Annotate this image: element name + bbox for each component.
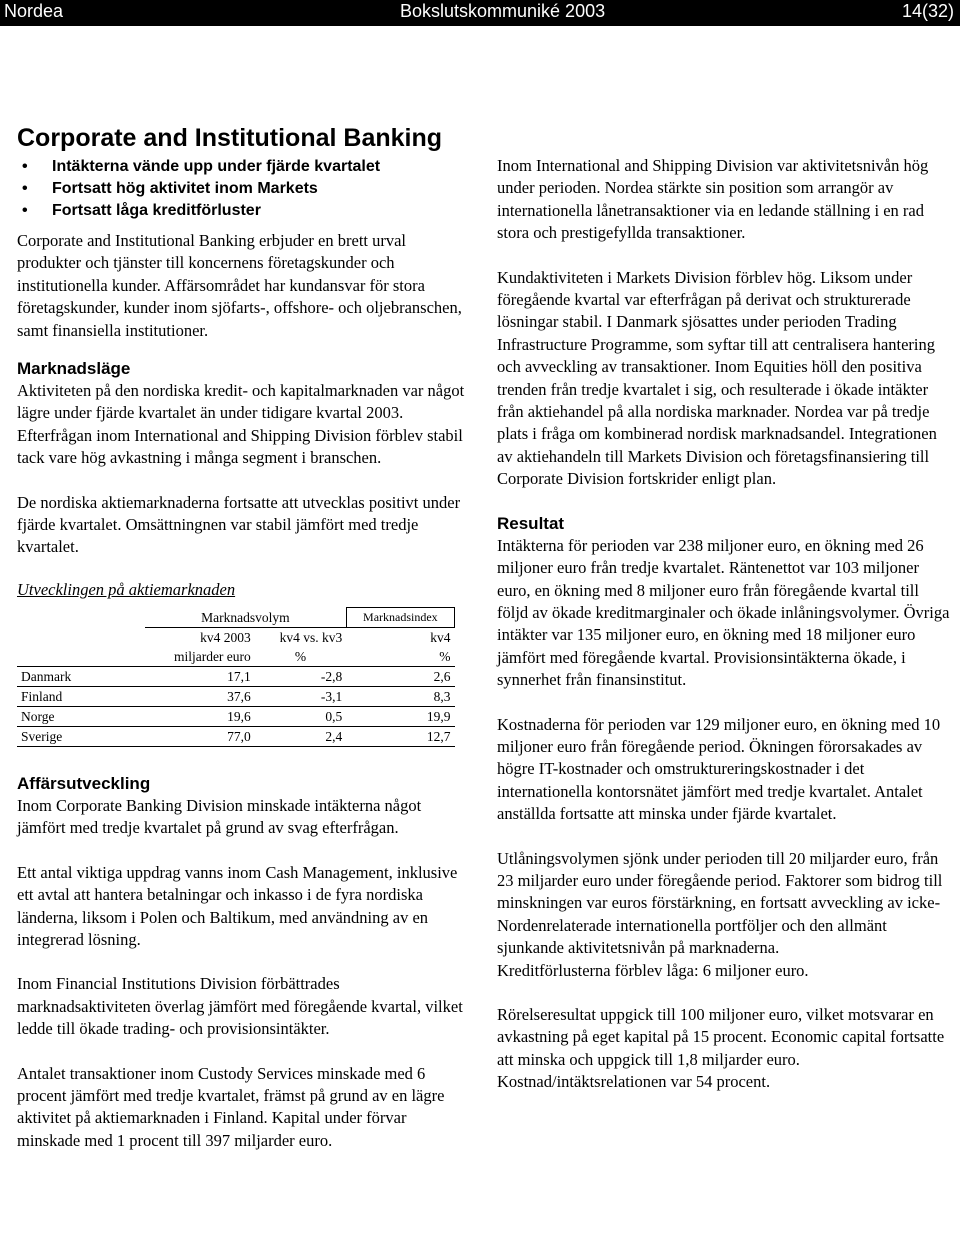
intro-paragraph: Corporate and Institutional Banking erbjuder en brett urval produkter och tjänster till koncernens företagskunder och institutionella kunder. Affärsområdet har kundansvar för stora företagskunder, kunder inom sjöfarts-, offshore- och oljebranschen, samt finansiella institutioner.: [17, 231, 462, 340]
left-column: [17, 123, 472, 1152]
cell-change: 2,4: [255, 726, 346, 746]
cell-volume: 37,6: [145, 686, 255, 706]
cell-volume: 77,0: [145, 726, 255, 746]
section-title: Corporate and Institutional Banking: [17, 124, 443, 152]
cell-index: 2,6: [346, 666, 454, 686]
markets-paragraph: Kundaktiviteten i Markets Division förblev hög. Liksom under föregående kvartal var efterfrågan på derivat och strukturerade lösningar stabil. I Danmark sjösattes under perioden Trading Infrastructure Programme, som syftar till att centralisera hantering och avveckling av transaktioner. Inom Equities höll den positiva trenden från tredje kvartalet i sig, och resulterade i ökade intäkter från aktiehandel på alla nordiska marknader. Nordea var på tredje plats i fråga om kombinerad nordisk marknadsandel. Integrationen av aktiehandeln till Markets Division och företagsfinansiering till Corporate Division fortskrider enligt plan.: [497, 267, 937, 489]
cell-volume: 17,1: [145, 666, 255, 686]
result-paragraph: Kreditförlusterna förblev låga: 6 miljoner euro.: [497, 960, 809, 980]
page-header: [0, 0, 960, 26]
result-paragraph: Intäkterna för perioden var 238 miljoner euro, en ökning med 26 miljoner euro från tredje kvartalet. Räntenettot var 103 miljoner euro, en ökning med 8 miljoner euro från föregående kvartal till följd av ökade kreditmarginaler och ökade inlåningsvolymer. Övriga intäkter var 135 miljoner euro, en ökning med 18 miljoner euro jämfört med föregående kvartal. Provisionsintäkterna ökade, i synnerhet från finansinstitut.: [497, 535, 950, 690]
table-row: [17, 706, 455, 726]
header-col-volume: kv4 2003: [200, 629, 251, 645]
cell-index: 12,7: [346, 726, 454, 746]
business-paragraph: Inom Financial Institutions Division förbättrades marknadsaktiviteten överlag jämfört med föregående kvartal, vilket ledde till ökade trading- och provisionsintäkter.: [17, 974, 463, 1039]
market-heading: Marknadsläge: [17, 359, 131, 379]
business-paragraph: Ett antal viktiga uppdrag vanns inom Cash Management, inklusive ett avtal att hantera betalningar och inkasso i de fyra nordiska länderna, liksom i Polen och Baltikum, med användning av en integrerad lösning.: [17, 862, 458, 949]
header-unit-index: %: [346, 647, 454, 667]
shipping-paragraph: Inom International and Shipping Division var aktivitetsnivån hög under perioden. Nordea stärkte sin position som arrangör av internationella lånetransaktioner via en ledande ställning i en rad stora och prestigefyllda transaktioner.: [497, 156, 929, 243]
cell-country: Finland: [17, 686, 145, 706]
table-header-row: [17, 607, 455, 627]
header-unit-change: %: [255, 647, 346, 667]
header-col-index: kv4: [430, 629, 451, 645]
table-title: Utvecklingen på aktiemarknaden: [17, 579, 236, 599]
result-paragraph: Utlåningsvolymen sjönk under perioden till 20 miljarder euro, från 23 miljarder euro under föregående period. Faktorer som bidrog till minskningen var euros förstärkning, en fortsatt avveckling av icke-Nordenrelaterade internationella portföljer och den allmänt sjunkande aktivitetsnivån på marknaderna.: [497, 848, 943, 958]
cell-change: -2,8: [255, 666, 346, 686]
cell-country: Sverige: [17, 726, 145, 746]
result-paragraph: Kostnaderna för perioden var 129 miljoner euro, en ökning med 10 miljoner euro från föregående period. Ökningen förorsakades av högre IT-kostnader och omstruktureringskostnader i det internationella kontorsnätet jämfört med tredje kvartalet. Antalet anställda fortsatte att minska under fjärde kvartalet.: [497, 714, 941, 824]
right-column: [497, 155, 952, 1094]
cell-change: 0,5: [255, 706, 346, 726]
header-col-change: kv4 vs. kv3: [279, 629, 343, 645]
cell-volume: 19,6: [145, 706, 255, 726]
business-paragraph: Antalet transaktioner inom Custody Services minskade med 6 procent jämfört med tredje kvartalet, främst på grund av en lägre aktivitet på aktiemarknaden i Finland. Kapital under förvar minskade med 1 procent till 397 miljarder euro.: [17, 1063, 445, 1150]
business-heading: Affärsutveckling: [17, 773, 151, 793]
cell-change: -3,1: [255, 686, 346, 706]
market-paragraph: De nordiska aktiemarknaderna fortsatte att utvecklas positivt under fjärde kvartalet. Omsättningnen var stabil jämfört med tredje kvartalet.: [17, 492, 461, 557]
table-header-row: [17, 627, 455, 647]
cell-country: Norge: [17, 706, 145, 726]
highlight-item: • Fortsatt låga kreditförluster: [17, 200, 472, 222]
table-row: [17, 726, 455, 746]
business-paragraph: Inom Corporate Banking Division minskade intäkterna något jämfört med tredje kvartalet på grund av svag efterfrågan.: [17, 795, 422, 838]
header-market-volume: Marknadsvolym: [145, 607, 346, 627]
cell-country: Danmark: [17, 666, 145, 686]
result-paragraph: Rörelseresultat uppgick till 100 miljoner euro, vilket motsvarar en avkastning på eget kapital på 15 procent. Economic capital fortsatte att minska och uppgick till 1,8 miljarder euro. Kostnad/intäktsrelationen var 54 procent.: [497, 1005, 945, 1092]
market-paragraph: Aktiviteten på den nordiska kredit- och kapitalmarknaden var något lägre under fjärde kvartalet än under tidigare kvartal 2003. Efterfrågan inom International and Shipping Division förblev stabil tack vare hög avkastning i många segment i branschen.: [17, 381, 465, 468]
cell-index: 8,3: [346, 686, 454, 706]
header-market-index: Marknadsindex: [346, 607, 454, 627]
header-page-number: 14(32): [901, 1, 954, 21]
highlight-item: • Intäkterna vände upp under fjärde kvartalet: [17, 156, 472, 178]
header-report-title: Bokslutskommuniké 2003: [400, 1, 606, 21]
result-heading: Resultat: [497, 513, 565, 533]
cell-index: 19,9: [346, 706, 454, 726]
highlight-item: • Fortsatt hög aktivitet inom Markets: [17, 178, 472, 200]
table-row: [17, 666, 455, 686]
header-company: Nordea: [4, 1, 64, 21]
table-row: [17, 686, 455, 706]
highlights-list: [17, 156, 472, 222]
market-table: [17, 607, 455, 747]
table-header-row: [17, 647, 455, 667]
header-unit-volume: miljarder euro: [145, 647, 255, 667]
